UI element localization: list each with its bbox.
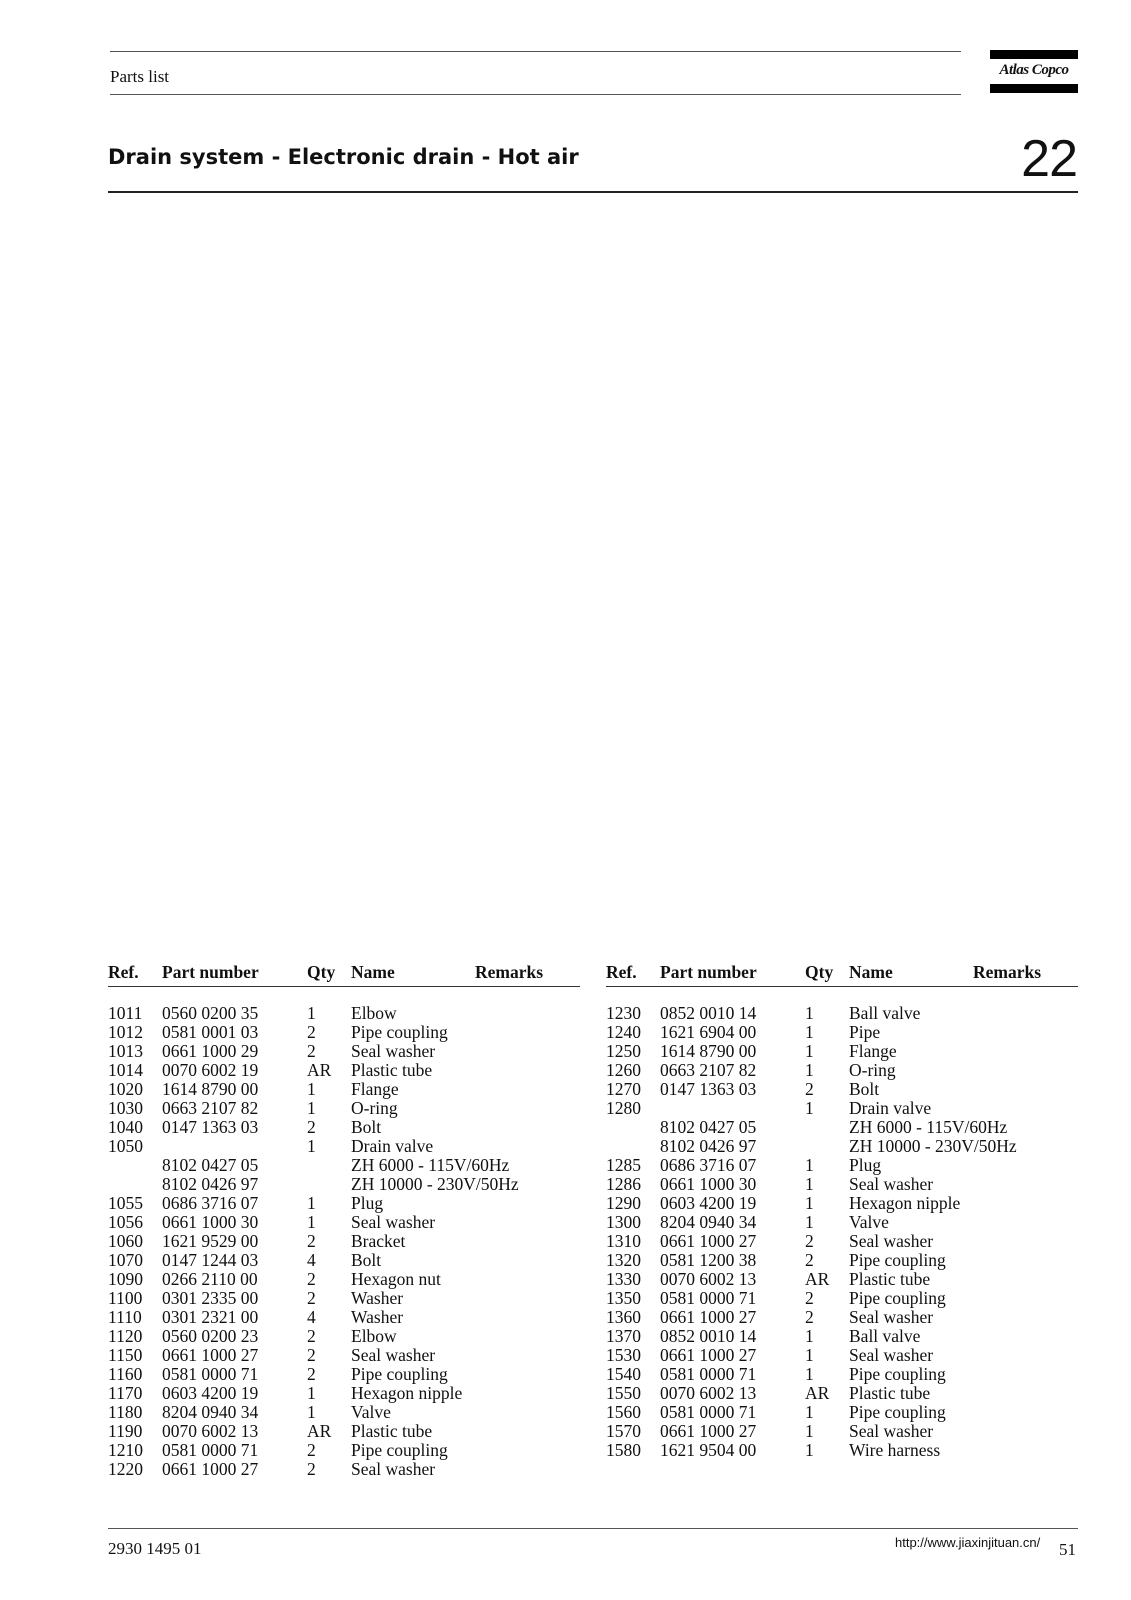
header-name: Name bbox=[351, 962, 395, 982]
cell-qty: 4 bbox=[307, 1307, 316, 1327]
cell-ref: 1210 bbox=[108, 1440, 143, 1460]
cell-name: Seal washer bbox=[849, 1231, 934, 1251]
cell-qty: 1 bbox=[805, 1440, 814, 1460]
cell-ref: 1320 bbox=[606, 1250, 641, 1270]
atlas-copco-logo bbox=[990, 50, 1078, 93]
cell-qty: 2 bbox=[307, 1345, 316, 1365]
table-header-rule bbox=[108, 986, 580, 987]
cell-part-number: 0301 2335 00 bbox=[162, 1288, 259, 1308]
cell-qty: 2 bbox=[307, 1364, 316, 1384]
table-row bbox=[108, 1004, 580, 1023]
cell-qty: 1 bbox=[307, 1079, 316, 1099]
cell-name: Seal washer bbox=[351, 1459, 436, 1479]
cell-part-number: 0686 3716 07 bbox=[162, 1193, 259, 1213]
table-row bbox=[108, 1080, 580, 1099]
table-header bbox=[108, 962, 580, 986]
cell-part-number: 1614 8790 00 bbox=[660, 1041, 757, 1061]
cell-part-number: 0852 0010 14 bbox=[660, 1326, 757, 1346]
cell-part-number: 8204 0940 34 bbox=[660, 1212, 757, 1232]
table-row bbox=[108, 1441, 580, 1460]
table-row bbox=[606, 1403, 1078, 1422]
logo-bottom-bar bbox=[990, 84, 1078, 93]
table-row bbox=[108, 1061, 580, 1080]
cell-ref: 1250 bbox=[606, 1041, 641, 1061]
cell-qty: 2 bbox=[307, 1041, 316, 1061]
cell-part-number: 1621 9504 00 bbox=[660, 1440, 757, 1460]
cell-name: Pipe bbox=[849, 1022, 881, 1042]
cell-name: Wire harness bbox=[849, 1440, 941, 1460]
cell-ref: 1110 bbox=[108, 1307, 142, 1327]
table-row bbox=[606, 1289, 1078, 1308]
cell-qty: 2 bbox=[307, 1440, 316, 1460]
cell-name: Valve bbox=[351, 1402, 391, 1422]
cell-qty: 2 bbox=[307, 1288, 316, 1308]
cell-ref: 1220 bbox=[108, 1459, 143, 1479]
cell-name: Plastic tube bbox=[849, 1383, 931, 1403]
cell-part-number: 0686 3716 07 bbox=[660, 1155, 757, 1175]
cell-qty: AR bbox=[805, 1269, 830, 1289]
cell-name: Flange bbox=[351, 1079, 399, 1099]
table-row bbox=[108, 1137, 580, 1156]
header-qty: Qty bbox=[805, 962, 834, 982]
cell-name: ZH 6000 - 115V/60Hz bbox=[849, 1117, 1008, 1137]
cell-name: Seal washer bbox=[351, 1345, 436, 1365]
cell-name: Seal washer bbox=[849, 1421, 934, 1441]
table-row bbox=[108, 1327, 580, 1346]
cell-qty: 1 bbox=[307, 1402, 316, 1422]
cell-name: Pipe coupling bbox=[849, 1364, 946, 1384]
cell-part-number: 0603 4200 19 bbox=[660, 1193, 757, 1213]
cell-qty: 1 bbox=[805, 1326, 814, 1346]
cell-ref: 1570 bbox=[606, 1421, 641, 1441]
cell-qty: 1 bbox=[307, 1212, 316, 1232]
cell-ref: 1055 bbox=[108, 1193, 143, 1213]
cell-ref: 1280 bbox=[606, 1098, 641, 1118]
cell-ref: 1030 bbox=[108, 1098, 143, 1118]
table-row bbox=[108, 1403, 580, 1422]
cell-qty: AR bbox=[307, 1421, 332, 1441]
cell-ref: 1310 bbox=[606, 1231, 641, 1251]
cell-name: Seal washer bbox=[849, 1174, 934, 1194]
table-row bbox=[108, 1042, 580, 1061]
cell-name: Pipe coupling bbox=[849, 1288, 946, 1308]
table-row bbox=[606, 1023, 1078, 1042]
table-row bbox=[108, 1384, 580, 1403]
cell-part-number: 0661 1000 30 bbox=[162, 1212, 259, 1232]
table-row bbox=[108, 1422, 580, 1441]
cell-name: Ball valve bbox=[849, 1326, 921, 1346]
cell-name: Valve bbox=[849, 1212, 889, 1232]
cell-part-number: 8102 0427 05 bbox=[660, 1117, 757, 1137]
cell-name: Seal washer bbox=[351, 1212, 436, 1232]
cell-qty: 1 bbox=[307, 1098, 316, 1118]
cell-part-number: 0661 1000 29 bbox=[162, 1041, 259, 1061]
cell-name: Plug bbox=[351, 1193, 384, 1213]
cell-ref: 1013 bbox=[108, 1041, 143, 1061]
document-number: 2930 1495 01 bbox=[108, 1539, 202, 1558]
cell-qty: 2 bbox=[307, 1459, 316, 1479]
parts-table-left bbox=[108, 962, 580, 1479]
cell-name: Bolt bbox=[351, 1117, 382, 1137]
cell-qty: 1 bbox=[805, 1193, 814, 1213]
cell-part-number: 8102 0427 05 bbox=[162, 1155, 259, 1175]
cell-qty: 2 bbox=[805, 1231, 814, 1251]
table-row bbox=[108, 1289, 580, 1308]
table-row bbox=[606, 1270, 1078, 1289]
cell-qty: AR bbox=[805, 1383, 830, 1403]
table-row bbox=[606, 1327, 1078, 1346]
cell-part-number: 0661 1000 27 bbox=[660, 1307, 757, 1327]
cell-name: Drain valve bbox=[849, 1098, 932, 1118]
cell-ref: 1170 bbox=[108, 1383, 143, 1403]
cell-part-number: 1621 9529 00 bbox=[162, 1231, 259, 1251]
cell-name: Pipe coupling bbox=[351, 1440, 448, 1460]
cell-name: Plastic tube bbox=[351, 1421, 433, 1441]
table-row bbox=[606, 1118, 1078, 1137]
cell-name: Washer bbox=[351, 1288, 404, 1308]
section-label: Parts list bbox=[110, 67, 170, 86]
cell-part-number: 0147 1363 03 bbox=[660, 1079, 757, 1099]
table-row bbox=[108, 1194, 580, 1213]
cell-ref: 1040 bbox=[108, 1117, 143, 1137]
cell-part-number: 0266 2110 00 bbox=[162, 1269, 258, 1289]
header-ref: Ref. bbox=[108, 962, 139, 982]
cell-part-number: 0147 1244 03 bbox=[162, 1250, 259, 1270]
cell-name: Drain valve bbox=[351, 1136, 434, 1156]
cell-ref: 1012 bbox=[108, 1022, 143, 1042]
table-body bbox=[606, 1004, 1078, 1460]
cell-qty: 1 bbox=[307, 1003, 316, 1023]
table-row bbox=[108, 1270, 580, 1289]
cell-part-number: 0661 1000 27 bbox=[660, 1231, 757, 1251]
cell-qty: 1 bbox=[805, 1345, 814, 1365]
table-row bbox=[606, 1042, 1078, 1061]
table-row bbox=[108, 1118, 580, 1137]
cell-qty: 1 bbox=[805, 1003, 814, 1023]
cell-part-number: 0070 6002 19 bbox=[162, 1060, 259, 1080]
cell-ref: 1260 bbox=[606, 1060, 641, 1080]
cell-qty: 1 bbox=[805, 1421, 814, 1441]
table-row bbox=[108, 1308, 580, 1327]
cell-ref: 1290 bbox=[606, 1193, 641, 1213]
table-row bbox=[606, 1080, 1078, 1099]
cell-ref: 1090 bbox=[108, 1269, 143, 1289]
table-row bbox=[108, 1232, 580, 1251]
cell-ref: 1120 bbox=[108, 1326, 143, 1346]
footer-url-link[interactable]: http://www.jiaxinjituan.cn/ bbox=[895, 1535, 1041, 1550]
cell-qty: 2 bbox=[307, 1326, 316, 1346]
table-row bbox=[108, 1365, 580, 1384]
cell-ref: 1160 bbox=[108, 1364, 143, 1384]
cell-name: ZH 10000 - 230V/50Hz bbox=[849, 1136, 1017, 1156]
cell-part-number: 0147 1363 03 bbox=[162, 1117, 259, 1137]
cell-qty: 1 bbox=[307, 1136, 316, 1156]
cell-part-number: 0581 0000 71 bbox=[162, 1364, 259, 1384]
table-row bbox=[606, 1346, 1078, 1365]
cell-part-number: 0581 0000 71 bbox=[660, 1364, 757, 1384]
table-row bbox=[606, 1441, 1078, 1460]
header-part-number: Part number bbox=[660, 962, 757, 982]
cell-name: Pipe coupling bbox=[351, 1364, 448, 1384]
cell-qty: 1 bbox=[805, 1041, 814, 1061]
table-row bbox=[606, 1232, 1078, 1251]
cell-ref: 1330 bbox=[606, 1269, 641, 1289]
cell-part-number: 0581 0001 03 bbox=[162, 1022, 259, 1042]
cell-ref: 1270 bbox=[606, 1079, 641, 1099]
cell-name: ZH 6000 - 115V/60Hz bbox=[351, 1155, 510, 1175]
cell-qty: 2 bbox=[805, 1288, 814, 1308]
cell-qty: 1 bbox=[805, 1155, 814, 1175]
table-row bbox=[606, 1251, 1078, 1270]
header-qty: Qty bbox=[307, 962, 336, 982]
cell-part-number: 0663 2107 82 bbox=[162, 1098, 259, 1118]
title-rule bbox=[108, 191, 1078, 193]
cell-part-number: 0581 0000 71 bbox=[162, 1440, 259, 1460]
cell-part-number: 8102 0426 97 bbox=[162, 1174, 259, 1194]
page-title: Drain system - Electronic drain - Hot air bbox=[108, 145, 579, 169]
cell-part-number: 0661 1000 30 bbox=[660, 1174, 757, 1194]
cell-qty: 1 bbox=[805, 1364, 814, 1384]
cell-name: Pipe coupling bbox=[351, 1022, 448, 1042]
header-ref: Ref. bbox=[606, 962, 637, 982]
cell-ref: 1240 bbox=[606, 1022, 641, 1042]
cell-ref: 1050 bbox=[108, 1136, 143, 1156]
table-row bbox=[108, 1213, 580, 1232]
cell-qty: 1 bbox=[805, 1060, 814, 1080]
cell-qty: 1 bbox=[805, 1402, 814, 1422]
cell-part-number: 0661 1000 27 bbox=[660, 1345, 757, 1365]
cell-qty: 2 bbox=[805, 1079, 814, 1099]
cell-name: Seal washer bbox=[351, 1041, 436, 1061]
cell-part-number: 0301 2321 00 bbox=[162, 1307, 259, 1327]
cell-ref: 1560 bbox=[606, 1402, 641, 1422]
cell-ref: 1070 bbox=[108, 1250, 143, 1270]
cell-ref: 1014 bbox=[108, 1060, 143, 1080]
header-bottom-rule bbox=[110, 94, 961, 95]
header-remarks: Remarks bbox=[475, 962, 544, 982]
cell-ref: 1350 bbox=[606, 1288, 641, 1308]
cell-qty: 2 bbox=[307, 1269, 316, 1289]
cell-part-number: 0581 0000 71 bbox=[660, 1288, 757, 1308]
table-header-rule bbox=[606, 986, 1078, 987]
cell-name: Elbow bbox=[351, 1003, 397, 1023]
table-row bbox=[108, 1023, 580, 1042]
cell-name: Bracket bbox=[351, 1231, 406, 1251]
cell-name: O-ring bbox=[351, 1098, 398, 1118]
cell-name: Plastic tube bbox=[849, 1269, 931, 1289]
cell-qty: 2 bbox=[307, 1231, 316, 1251]
cell-ref: 1190 bbox=[108, 1421, 143, 1441]
cell-ref: 1360 bbox=[606, 1307, 641, 1327]
cell-qty: 1 bbox=[805, 1098, 814, 1118]
table-row bbox=[108, 1346, 580, 1365]
cell-name: Pipe coupling bbox=[849, 1250, 946, 1270]
table-row bbox=[108, 1099, 580, 1118]
table-body bbox=[108, 1004, 580, 1479]
table-row bbox=[606, 1308, 1078, 1327]
table-row bbox=[606, 1365, 1078, 1384]
cell-part-number: 8204 0940 34 bbox=[162, 1402, 259, 1422]
cell-qty: 2 bbox=[307, 1022, 316, 1042]
cell-ref: 1100 bbox=[108, 1288, 143, 1308]
cell-name: Hexagon nipple bbox=[849, 1193, 961, 1213]
cell-name: Seal washer bbox=[849, 1307, 934, 1327]
cell-part-number: 1614 8790 00 bbox=[162, 1079, 259, 1099]
cell-qty: 2 bbox=[805, 1307, 814, 1327]
table-row bbox=[606, 1194, 1078, 1213]
cell-name: Ball valve bbox=[849, 1003, 921, 1023]
cell-name: Hexagon nut bbox=[351, 1269, 441, 1289]
cell-ref: 1530 bbox=[606, 1345, 641, 1365]
cell-ref: 1180 bbox=[108, 1402, 143, 1422]
cell-qty: 1 bbox=[307, 1383, 316, 1403]
cell-name: Washer bbox=[351, 1307, 404, 1327]
cell-part-number: 0581 0000 71 bbox=[660, 1402, 757, 1422]
cell-part-number: 0070 6002 13 bbox=[660, 1383, 757, 1403]
cell-name: Plug bbox=[849, 1155, 882, 1175]
table-header bbox=[606, 962, 1078, 986]
cell-name: Elbow bbox=[351, 1326, 397, 1346]
cell-ref: 1370 bbox=[606, 1326, 641, 1346]
page-number: 51 bbox=[1059, 1540, 1076, 1559]
cell-qty: 1 bbox=[805, 1212, 814, 1232]
cell-name: Flange bbox=[849, 1041, 897, 1061]
table-row bbox=[108, 1460, 580, 1479]
cell-part-number: 1621 6904 00 bbox=[660, 1022, 757, 1042]
cell-part-number: 0661 1000 27 bbox=[162, 1459, 259, 1479]
table-row bbox=[606, 1384, 1078, 1403]
cell-qty: 1 bbox=[805, 1022, 814, 1042]
cell-name: Seal washer bbox=[849, 1345, 934, 1365]
cell-part-number: 0560 0200 35 bbox=[162, 1003, 259, 1023]
logo-wordmark: Atlas Copco bbox=[999, 62, 1069, 78]
cell-ref: 1056 bbox=[108, 1212, 143, 1232]
cell-name: ZH 10000 - 230V/50Hz bbox=[351, 1174, 519, 1194]
header-name: Name bbox=[849, 962, 893, 982]
cell-ref: 1300 bbox=[606, 1212, 641, 1232]
cell-part-number: 0560 0200 23 bbox=[162, 1326, 259, 1346]
cell-part-number: 0581 1200 38 bbox=[660, 1250, 757, 1270]
cell-qty: AR bbox=[307, 1060, 332, 1080]
table-row bbox=[606, 1175, 1078, 1194]
table-row bbox=[606, 1004, 1078, 1023]
cell-part-number: 0070 6002 13 bbox=[660, 1269, 757, 1289]
table-row bbox=[606, 1061, 1078, 1080]
table-row bbox=[108, 1156, 580, 1175]
section-number: 22 bbox=[1021, 130, 1077, 188]
footer-rule bbox=[108, 1528, 1078, 1529]
logo-top-bar bbox=[990, 50, 1078, 59]
header-part-number: Part number bbox=[162, 962, 259, 982]
cell-part-number: 0663 2107 82 bbox=[660, 1060, 757, 1080]
cell-name: Plastic tube bbox=[351, 1060, 433, 1080]
cell-name: Bolt bbox=[849, 1079, 880, 1099]
table-row bbox=[606, 1422, 1078, 1441]
cell-part-number: 0661 1000 27 bbox=[660, 1421, 757, 1441]
cell-ref: 1150 bbox=[108, 1345, 143, 1365]
cell-ref: 1540 bbox=[606, 1364, 641, 1384]
cell-part-number: 0661 1000 27 bbox=[162, 1345, 259, 1365]
cell-qty: 1 bbox=[805, 1174, 814, 1194]
table-row bbox=[606, 1099, 1078, 1118]
table-row bbox=[108, 1175, 580, 1194]
cell-ref: 1020 bbox=[108, 1079, 143, 1099]
cell-qty: 2 bbox=[307, 1117, 316, 1137]
table-row bbox=[606, 1156, 1078, 1175]
cell-part-number: 0070 6002 13 bbox=[162, 1421, 259, 1441]
parts-table-right bbox=[606, 962, 1078, 1460]
cell-ref: 1285 bbox=[606, 1155, 641, 1175]
table-row bbox=[606, 1213, 1078, 1232]
header-top-rule bbox=[110, 51, 961, 52]
cell-qty: 4 bbox=[307, 1250, 316, 1270]
cell-name: Bolt bbox=[351, 1250, 382, 1270]
cell-qty: 2 bbox=[805, 1250, 814, 1270]
cell-part-number: 0852 0010 14 bbox=[660, 1003, 757, 1023]
cell-ref: 1550 bbox=[606, 1383, 641, 1403]
cell-ref: 1060 bbox=[108, 1231, 143, 1251]
cell-name: Pipe coupling bbox=[849, 1402, 946, 1422]
table-row bbox=[108, 1251, 580, 1270]
table-row bbox=[606, 1137, 1078, 1156]
cell-ref: 1011 bbox=[108, 1003, 143, 1023]
cell-part-number: 8102 0426 97 bbox=[660, 1136, 757, 1156]
cell-ref: 1286 bbox=[606, 1174, 641, 1194]
cell-name: O-ring bbox=[849, 1060, 896, 1080]
cell-ref: 1580 bbox=[606, 1440, 641, 1460]
cell-part-number: 0603 4200 19 bbox=[162, 1383, 259, 1403]
cell-qty: 1 bbox=[307, 1193, 316, 1213]
cell-name: Hexagon nipple bbox=[351, 1383, 463, 1403]
cell-ref: 1230 bbox=[606, 1003, 641, 1023]
header-remarks: Remarks bbox=[973, 962, 1042, 982]
